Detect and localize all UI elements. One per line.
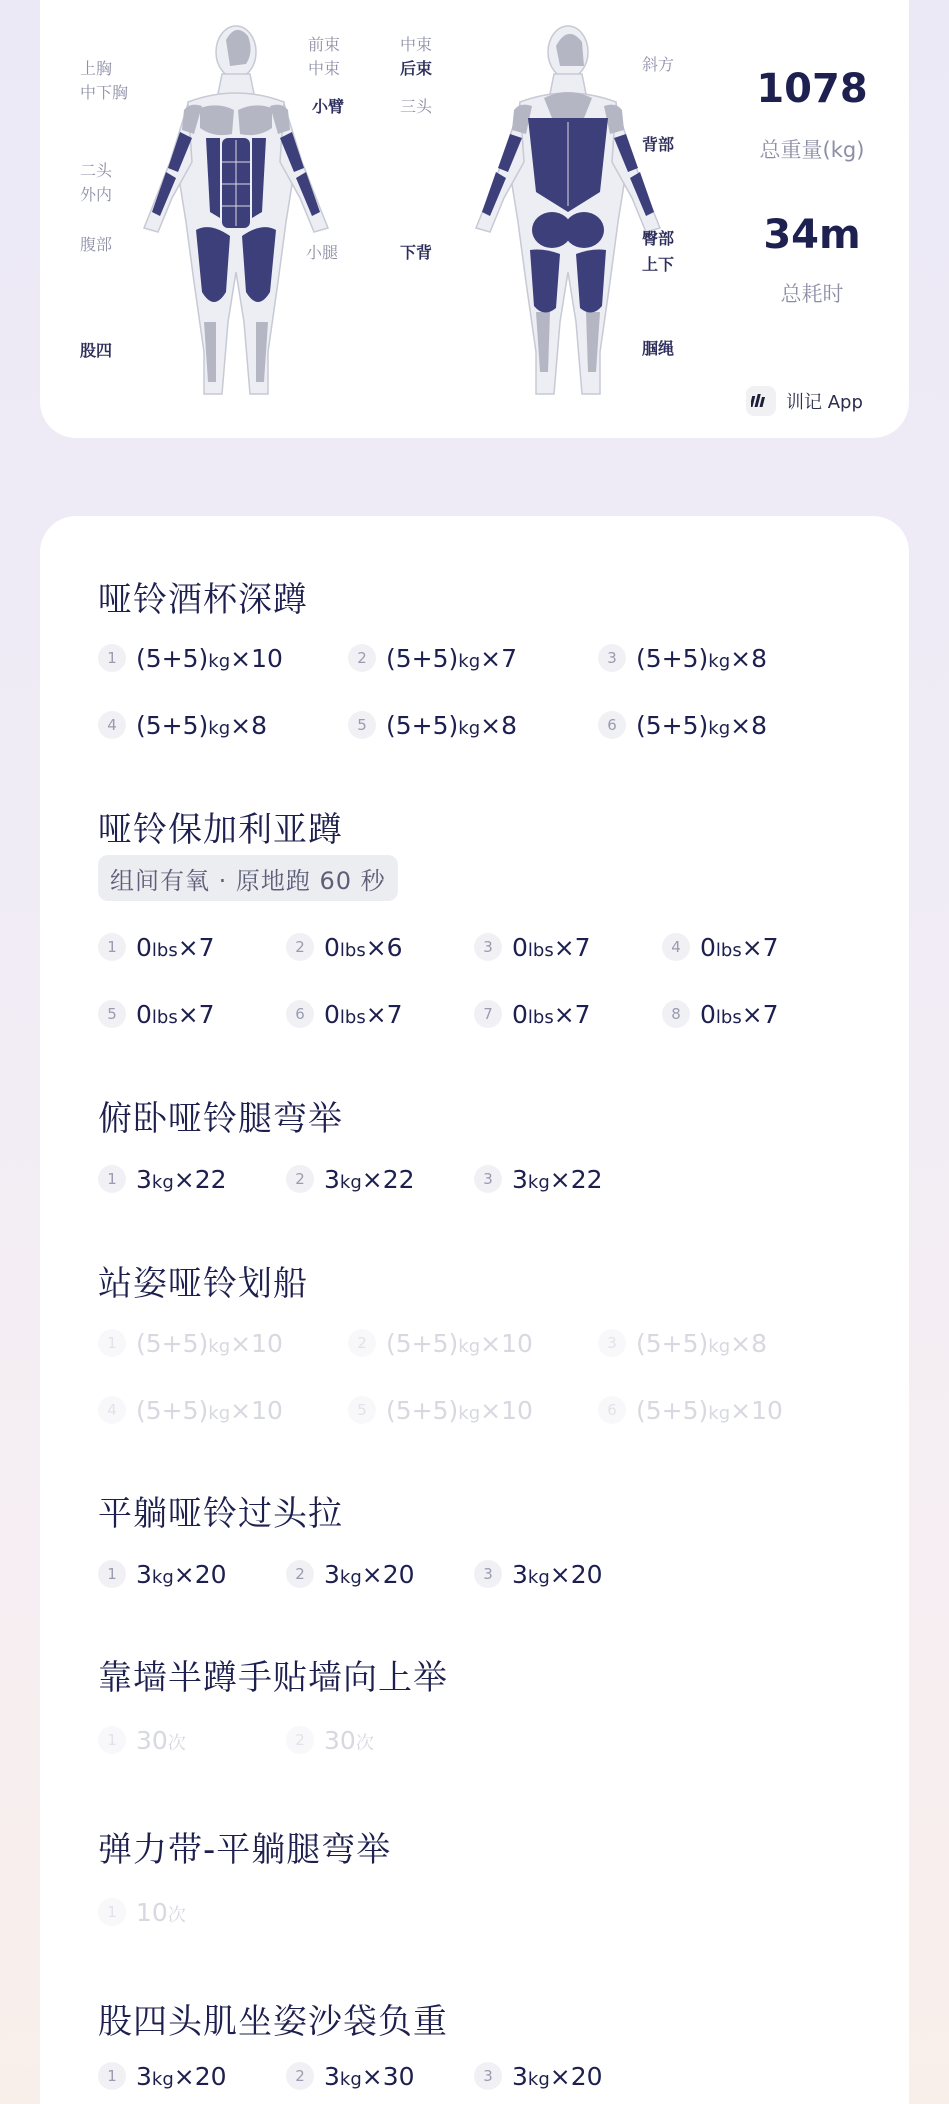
label-upper-chest: 上胸: [80, 59, 113, 78]
set-index: 4: [98, 711, 126, 739]
set-item: [474, 994, 591, 1034]
label-outer-inner: 外内: [80, 185, 113, 204]
set-item: [98, 705, 267, 745]
set-item: [98, 1390, 283, 1430]
exercise-title: 哑铃酒杯深蹲: [98, 580, 308, 620]
set-item: [286, 1554, 415, 1594]
set-index: 7: [474, 1000, 502, 1028]
set-item: [474, 927, 591, 967]
set-item: [348, 638, 517, 678]
set-value: 3kg×20: [512, 1559, 603, 1589]
set-index: 1: [98, 644, 126, 672]
set-item: [98, 2056, 227, 2096]
set-value: 0lbs×7: [136, 999, 215, 1029]
set-item: [348, 1390, 533, 1430]
set-index: 2: [286, 1726, 314, 1754]
set-index: 5: [98, 1000, 126, 1028]
set-item: [474, 1554, 603, 1594]
set-value: (5+5)kg×8: [636, 643, 767, 673]
set-value: (5+5)kg×10: [136, 1395, 283, 1425]
set-index: 3: [598, 644, 626, 672]
set-index: 1: [98, 1165, 126, 1193]
set-value: 0lbs×7: [136, 932, 215, 962]
set-index: 6: [598, 1396, 626, 1424]
set-value: 30次: [324, 1725, 374, 1755]
set-item: [286, 1720, 374, 1760]
set-value: 3kg×22: [512, 1164, 603, 1194]
label-back: 背部: [642, 135, 675, 154]
set-index: 2: [286, 1560, 314, 1588]
set-index: 5: [348, 711, 376, 739]
set-value: (5+5)kg×8: [386, 710, 517, 740]
label-triceps: 三头: [400, 97, 433, 116]
set-index: 2: [286, 1165, 314, 1193]
set-index: 2: [348, 1329, 376, 1357]
set-value: 3kg×20: [324, 1559, 415, 1589]
duration-value: 34m: [763, 212, 861, 258]
label-biceps: 二头: [80, 161, 113, 180]
set-item: [286, 994, 403, 1034]
set-item: [348, 705, 517, 745]
set-value: (5+5)kg×10: [136, 643, 283, 673]
total-weight-label: 总重量(kg): [759, 138, 865, 162]
set-index: 2: [348, 644, 376, 672]
label-glutes: 臀部: [642, 229, 675, 248]
set-item: [474, 2056, 603, 2096]
label-back-mid-delt: 中束: [400, 35, 433, 54]
set-value: (5+5)kg×7: [386, 643, 517, 673]
set-value: 3kg×22: [324, 1164, 415, 1194]
brand-badge: [746, 386, 863, 416]
label-quads: 股四: [80, 341, 113, 360]
set-value: (5+5)kg×8: [136, 710, 267, 740]
set-item: [598, 1323, 767, 1363]
set-item: [598, 705, 767, 745]
exercise-title: 弹力带-平躺腿弯举: [98, 1830, 392, 1870]
app-logo-icon: [746, 386, 776, 416]
set-value: (5+5)kg×10: [386, 1328, 533, 1358]
set-index: 3: [474, 2062, 502, 2090]
set-index: 1: [98, 1329, 126, 1357]
set-index: 1: [98, 1898, 126, 1926]
set-value: (5+5)kg×10: [386, 1395, 533, 1425]
set-index: 4: [662, 933, 690, 961]
workout-card: [40, 516, 909, 2104]
set-value: 0lbs×6: [324, 932, 403, 962]
label-rear-delt: 后束: [400, 59, 433, 78]
set-index: 3: [598, 1329, 626, 1357]
set-item: [98, 1892, 186, 1932]
label-hamstrings: 腘绳: [642, 339, 675, 358]
label-lower-back: 下背: [400, 243, 433, 262]
set-index: 8: [662, 1000, 690, 1028]
set-value: 3kg×20: [512, 2061, 603, 2091]
set-index: 1: [98, 1560, 126, 1588]
label-upper-lower: 上下: [642, 255, 675, 274]
set-item: [598, 638, 767, 678]
set-item: [98, 1720, 186, 1760]
set-index: 2: [286, 933, 314, 961]
set-item: [98, 994, 215, 1034]
total-weight-value: 1078: [756, 66, 868, 112]
set-item: [98, 1159, 227, 1199]
label-forearm: 小臂: [312, 97, 345, 116]
set-index: 1: [98, 2062, 126, 2090]
set-item: [98, 1323, 283, 1363]
set-index: 1: [98, 1726, 126, 1754]
set-index: 4: [98, 1396, 126, 1424]
set-item: [98, 1554, 227, 1594]
set-value: 0lbs×7: [700, 999, 779, 1029]
set-item: [286, 2056, 415, 2096]
set-value: (5+5)kg×8: [636, 710, 767, 740]
label-front-delt: 前束: [308, 35, 341, 54]
set-value: 3kg×22: [136, 1164, 227, 1194]
set-value: 0lbs×7: [512, 999, 591, 1029]
set-item: [662, 994, 779, 1034]
label-calf: 小腿: [306, 243, 339, 262]
set-index: 1: [98, 933, 126, 961]
exercise-title: 股四头肌坐姿沙袋负重: [98, 2002, 448, 2042]
summary-card: [40, 0, 909, 438]
front-body-figure: [118, 22, 358, 402]
set-value: 30次: [136, 1725, 186, 1755]
exercise-title: 俯卧哑铃腿弯举: [98, 1099, 343, 1139]
set-item: [98, 638, 283, 678]
exercise-title: 站姿哑铃划船: [98, 1264, 308, 1304]
set-index: 3: [474, 1165, 502, 1193]
set-value: 3kg×30: [324, 2061, 415, 2091]
set-value: (5+5)kg×10: [636, 1395, 783, 1425]
exercise-note: 组间有氧 · 原地跑 60 秒: [98, 855, 398, 901]
set-value: 0lbs×7: [324, 999, 403, 1029]
set-value: 3kg×20: [136, 2061, 227, 2091]
set-item: [474, 1159, 603, 1199]
set-value: 3kg×20: [136, 1559, 227, 1589]
label-abs: 腹部: [80, 235, 113, 254]
set-item: [662, 927, 779, 967]
duration-label: 总耗时: [780, 282, 844, 306]
set-value: (5+5)kg×8: [636, 1328, 767, 1358]
set-index: 6: [286, 1000, 314, 1028]
set-item: [286, 1159, 415, 1199]
set-index: 3: [474, 1560, 502, 1588]
brand-name: 训记 App: [786, 392, 863, 413]
exercise-title: 靠墙半蹲手贴墙向上举: [98, 1658, 448, 1698]
set-item: [598, 1390, 783, 1430]
set-value: 0lbs×7: [700, 932, 779, 962]
set-index: 5: [348, 1396, 376, 1424]
set-index: 2: [286, 2062, 314, 2090]
exercise-title: 平躺哑铃过头拉: [98, 1494, 343, 1534]
set-value: 0lbs×7: [512, 932, 591, 962]
label-mid-lower-chest: 中下胸: [80, 83, 129, 102]
exercise-title: 哑铃保加利亚蹲: [98, 810, 343, 850]
set-item: [286, 927, 403, 967]
set-value: 10次: [136, 1897, 186, 1927]
label-front-mid-delt: 中束: [308, 59, 341, 78]
set-value: (5+5)kg×10: [136, 1328, 283, 1358]
set-index: 3: [474, 933, 502, 961]
set-item: [98, 927, 215, 967]
set-index: 6: [598, 711, 626, 739]
label-traps: 斜方: [642, 55, 675, 74]
set-item: [348, 1323, 533, 1363]
